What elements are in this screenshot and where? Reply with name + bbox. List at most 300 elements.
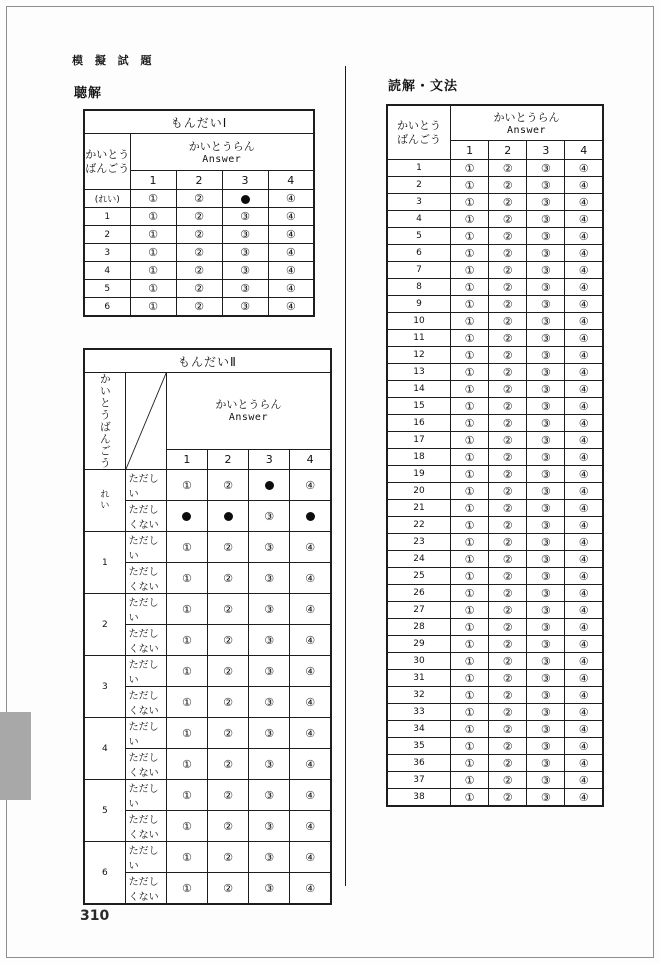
answer-bubble[interactable] xyxy=(489,602,527,619)
answer-bubble[interactable] xyxy=(249,842,290,873)
answer-bubble[interactable] xyxy=(489,670,527,687)
answer-bubble[interactable] xyxy=(489,228,527,245)
answer-bubble[interactable] xyxy=(527,466,565,483)
answer-bubble[interactable] xyxy=(451,517,489,534)
answer-bubble[interactable] xyxy=(176,208,222,226)
filled-bubble-icon xyxy=(306,512,315,521)
answer-bubble[interactable] xyxy=(527,415,565,432)
open-bubble-icon: ② xyxy=(502,773,513,787)
answer-bubble[interactable] xyxy=(207,625,248,656)
answer-bubble[interactable] xyxy=(166,563,207,594)
question-number: 1 xyxy=(84,208,130,226)
answer-bubble[interactable] xyxy=(527,500,565,517)
answer-bubble[interactable] xyxy=(527,687,565,704)
answer-bubble[interactable] xyxy=(489,177,527,194)
answer-bubble[interactable] xyxy=(207,873,248,905)
answer-bubble[interactable] xyxy=(527,602,565,619)
answer-bubble[interactable] xyxy=(249,625,290,656)
open-bubble-icon: ④ xyxy=(305,695,316,709)
answer-bubble[interactable] xyxy=(451,636,489,653)
open-bubble-icon: ② xyxy=(502,586,513,600)
answer-bubble[interactable] xyxy=(527,517,565,534)
answer-bubble[interactable] xyxy=(451,228,489,245)
answer-bubble[interactable] xyxy=(489,398,527,415)
option-header-3: 3 xyxy=(527,141,565,160)
open-bubble-icon: ① xyxy=(464,212,475,226)
answer-bubble[interactable] xyxy=(130,244,176,262)
answer-bubble[interactable] xyxy=(565,585,603,602)
answer-bubble[interactable] xyxy=(489,160,527,177)
answer-bubble[interactable] xyxy=(527,551,565,568)
answer-bubble[interactable] xyxy=(130,280,176,298)
answer-bubble[interactable] xyxy=(527,330,565,347)
answer-bubble[interactable] xyxy=(527,262,565,279)
answer-bubble[interactable] xyxy=(249,470,290,501)
answer-bubble[interactable] xyxy=(451,381,489,398)
answer-bubble[interactable] xyxy=(489,653,527,670)
answer-bubble[interactable] xyxy=(451,721,489,738)
answer-bubble[interactable] xyxy=(222,208,268,226)
answer-bubble[interactable] xyxy=(451,330,489,347)
answer-bubble[interactable] xyxy=(176,298,222,317)
question-number: 20 xyxy=(387,483,451,500)
answer-row xyxy=(387,245,603,262)
answer-bubble[interactable] xyxy=(249,656,290,687)
answer-bubble[interactable] xyxy=(565,772,603,789)
answer-bubble[interactable] xyxy=(451,483,489,500)
answer-bubble[interactable] xyxy=(565,364,603,381)
answer-bubble[interactable] xyxy=(451,415,489,432)
answer-bubble[interactable] xyxy=(290,749,331,780)
answer-bubble[interactable] xyxy=(527,738,565,755)
open-bubble-icon: ③ xyxy=(540,688,551,702)
answer-bubble[interactable] xyxy=(130,262,176,280)
open-bubble-icon: ② xyxy=(223,602,233,616)
answer-bubble[interactable] xyxy=(451,177,489,194)
answer-bubble[interactable] xyxy=(527,313,565,330)
answer-bubble[interactable] xyxy=(527,398,565,415)
answer-row xyxy=(387,415,603,432)
answer-bubble[interactable] xyxy=(565,738,603,755)
open-bubble-icon: ④ xyxy=(285,246,296,259)
answer-bubble[interactable] xyxy=(451,653,489,670)
open-bubble-icon: ③ xyxy=(540,654,551,668)
question-number: 33 xyxy=(387,704,451,721)
answer-bubble[interactable] xyxy=(166,687,207,718)
answer-bubble[interactable] xyxy=(527,670,565,687)
answer-bubble[interactable] xyxy=(451,296,489,313)
open-bubble-icon: ① xyxy=(464,739,475,753)
answer-bubble[interactable] xyxy=(489,483,527,500)
answer-bubble[interactable] xyxy=(565,160,603,177)
answer-bubble[interactable] xyxy=(207,656,248,687)
running-head: 模 擬 試 題 xyxy=(72,54,156,67)
answer-bubble[interactable] xyxy=(489,687,527,704)
answer-bubble[interactable] xyxy=(527,755,565,772)
answer-bubble[interactable] xyxy=(527,789,565,807)
answer-bubble[interactable] xyxy=(565,721,603,738)
answer-bubble[interactable] xyxy=(222,262,268,280)
answer-bubble[interactable] xyxy=(565,602,603,619)
answer-row xyxy=(387,551,603,568)
answer-bubble[interactable] xyxy=(489,381,527,398)
answer-bubble[interactable] xyxy=(207,501,248,532)
answer-bubble[interactable] xyxy=(249,749,290,780)
answer-type-label: ただしくない xyxy=(125,563,166,594)
open-bubble-icon: ④ xyxy=(305,757,316,771)
answer-bubble[interactable] xyxy=(451,262,489,279)
open-bubble-icon: ④ xyxy=(578,467,589,481)
answer-bubble[interactable] xyxy=(489,279,527,296)
answer-bubble[interactable] xyxy=(290,873,331,905)
answer-bubble[interactable] xyxy=(527,194,565,211)
answer-bubble[interactable] xyxy=(489,245,527,262)
answer-bubble[interactable] xyxy=(565,466,603,483)
open-bubble-icon: ① xyxy=(464,348,475,362)
answer-bubble[interactable] xyxy=(290,501,331,532)
answer-bubble[interactable] xyxy=(268,226,314,244)
answer-bubble[interactable] xyxy=(527,449,565,466)
open-bubble-icon: ② xyxy=(502,552,513,566)
answer-bubble[interactable] xyxy=(565,653,603,670)
answer-bubble[interactable] xyxy=(249,532,290,563)
answer-bubble[interactable] xyxy=(527,160,565,177)
answer-bubble[interactable] xyxy=(207,780,248,811)
answer-bubble[interactable] xyxy=(527,381,565,398)
answer-bubble[interactable] xyxy=(268,298,314,317)
answer-bubble[interactable] xyxy=(565,670,603,687)
answer-bubble[interactable] xyxy=(166,842,207,873)
answer-bubble[interactable] xyxy=(565,245,603,262)
answer-bubble[interactable] xyxy=(451,704,489,721)
answer-bubble[interactable] xyxy=(565,704,603,721)
answer-bubble[interactable] xyxy=(565,279,603,296)
answer-bubble[interactable] xyxy=(489,500,527,517)
answer-bubble[interactable] xyxy=(249,873,290,905)
answer-bubble[interactable] xyxy=(565,568,603,585)
answer-bubble[interactable] xyxy=(451,568,489,585)
answer-bubble[interactable] xyxy=(527,211,565,228)
answer-bubble[interactable] xyxy=(176,226,222,244)
answer-bubble[interactable] xyxy=(207,842,248,873)
answer-bubble[interactable] xyxy=(565,398,603,415)
answer-bubble[interactable] xyxy=(268,244,314,262)
answer-bubble[interactable] xyxy=(527,568,565,585)
answer-bubble[interactable] xyxy=(489,517,527,534)
answer-bubble[interactable] xyxy=(527,534,565,551)
answer-bubble[interactable] xyxy=(207,532,248,563)
answer-bubble[interactable] xyxy=(268,262,314,280)
answer-bubble[interactable] xyxy=(249,563,290,594)
answer-bubble[interactable] xyxy=(268,190,314,208)
open-bubble-icon: ② xyxy=(223,850,233,864)
answer-bubble[interactable] xyxy=(489,772,527,789)
answer-bubble[interactable] xyxy=(290,594,331,625)
answer-bubble[interactable] xyxy=(451,534,489,551)
answer-bubble[interactable] xyxy=(130,226,176,244)
answer-bubble[interactable] xyxy=(249,501,290,532)
answer-bubble[interactable] xyxy=(527,483,565,500)
answer-bubble[interactable] xyxy=(489,636,527,653)
answer-bubble[interactable] xyxy=(207,718,248,749)
answer-bubble[interactable] xyxy=(166,780,207,811)
answer-bubble[interactable] xyxy=(565,449,603,466)
answer-bubble[interactable] xyxy=(207,470,248,501)
answer-bubble[interactable] xyxy=(527,228,565,245)
answer-label-en: Answer xyxy=(506,124,547,136)
answer-bubble[interactable] xyxy=(451,602,489,619)
answer-bubble[interactable] xyxy=(565,228,603,245)
answer-bubble[interactable] xyxy=(565,534,603,551)
open-bubble-icon: ② xyxy=(502,535,513,549)
answer-bubble[interactable] xyxy=(527,772,565,789)
answer-bubble[interactable] xyxy=(290,470,331,501)
answer-bubble[interactable] xyxy=(451,466,489,483)
open-bubble-icon: ③ xyxy=(540,161,551,175)
answer-bubble[interactable] xyxy=(489,568,527,585)
answer-bubble[interactable] xyxy=(489,432,527,449)
answer-bubble[interactable] xyxy=(451,398,489,415)
answer-bubble[interactable] xyxy=(176,280,222,298)
answer-bubble[interactable] xyxy=(451,313,489,330)
answer-bubble[interactable] xyxy=(290,532,331,563)
answer-bubble[interactable] xyxy=(489,330,527,347)
answer-column-header xyxy=(451,105,604,141)
answer-bubble[interactable] xyxy=(451,687,489,704)
answer-row xyxy=(387,738,603,755)
answer-bubble[interactable] xyxy=(290,625,331,656)
answer-bubble[interactable] xyxy=(176,190,222,208)
answer-bubble[interactable] xyxy=(451,160,489,177)
answer-bubble[interactable] xyxy=(565,789,603,807)
answer-bubble[interactable] xyxy=(249,687,290,718)
open-bubble-icon: ① xyxy=(464,688,475,702)
answer-bubble[interactable] xyxy=(222,190,268,208)
answer-bubble[interactable] xyxy=(290,563,331,594)
answer-bubble[interactable] xyxy=(565,500,603,517)
answer-bubble[interactable] xyxy=(565,262,603,279)
open-bubble-icon: ① xyxy=(148,210,158,223)
open-bubble-icon: ① xyxy=(464,637,475,651)
open-bubble-icon: ② xyxy=(502,195,513,209)
open-bubble-icon: ③ xyxy=(540,756,551,770)
open-bubble-icon: ② xyxy=(223,664,233,678)
answer-bubble[interactable] xyxy=(565,211,603,228)
answer-bubble[interactable] xyxy=(451,585,489,602)
answer-bubble[interactable] xyxy=(249,780,290,811)
answer-bubble[interactable] xyxy=(451,194,489,211)
open-bubble-icon: ④ xyxy=(578,382,589,396)
answer-bubble[interactable] xyxy=(565,296,603,313)
answer-bubble[interactable] xyxy=(527,432,565,449)
answer-bubble[interactable] xyxy=(527,279,565,296)
answer-bubble[interactable] xyxy=(451,755,489,772)
answer-bubble[interactable] xyxy=(527,347,565,364)
answer-bubble[interactable] xyxy=(527,636,565,653)
open-bubble-icon: ① xyxy=(464,297,475,311)
answer-bubble[interactable] xyxy=(489,415,527,432)
answer-bubble[interactable] xyxy=(565,483,603,500)
answer-bubble[interactable] xyxy=(451,551,489,568)
answer-bubble[interactable] xyxy=(489,738,527,755)
question-number: 24 xyxy=(387,551,451,568)
open-bubble-icon: ② xyxy=(223,571,233,585)
answer-bubble[interactable] xyxy=(489,551,527,568)
open-bubble-icon: ② xyxy=(502,433,513,447)
answer-bubble[interactable] xyxy=(489,194,527,211)
answer-bubble[interactable] xyxy=(451,347,489,364)
open-bubble-icon: ① xyxy=(464,467,475,481)
answer-bubble[interactable] xyxy=(527,704,565,721)
answer-bubble[interactable] xyxy=(166,594,207,625)
answer-bubble[interactable] xyxy=(527,177,565,194)
answer-bubble[interactable] xyxy=(489,262,527,279)
answer-bubble[interactable] xyxy=(489,211,527,228)
answer-bubble[interactable] xyxy=(290,656,331,687)
answer-bubble[interactable] xyxy=(451,245,489,262)
answer-bubble[interactable] xyxy=(527,721,565,738)
answer-bubble[interactable] xyxy=(290,687,331,718)
answer-bubble[interactable] xyxy=(166,532,207,563)
answer-bubble[interactable] xyxy=(130,190,176,208)
answer-bubble[interactable] xyxy=(207,749,248,780)
answer-bubble[interactable] xyxy=(451,772,489,789)
answer-bubble[interactable] xyxy=(249,811,290,842)
open-bubble-icon: ① xyxy=(464,518,475,532)
answer-bubble[interactable] xyxy=(166,811,207,842)
open-bubble-icon: ④ xyxy=(305,788,316,802)
answer-bubble[interactable] xyxy=(207,687,248,718)
answer-bubble[interactable] xyxy=(489,619,527,636)
answer-bubble[interactable] xyxy=(207,563,248,594)
answer-bubble[interactable] xyxy=(166,873,207,905)
answer-bubble[interactable] xyxy=(166,749,207,780)
answer-bubble[interactable] xyxy=(290,718,331,749)
answer-bubble[interactable] xyxy=(489,755,527,772)
answer-bubble[interactable] xyxy=(290,780,331,811)
answer-bubble[interactable] xyxy=(527,364,565,381)
answer-bubble[interactable] xyxy=(166,470,207,501)
question-number: 23 xyxy=(387,534,451,551)
answer-bubble[interactable] xyxy=(451,789,489,807)
open-bubble-icon: ② xyxy=(502,790,513,804)
answer-bubble[interactable] xyxy=(489,789,527,807)
answer-bubble[interactable] xyxy=(166,501,207,532)
answer-bubble[interactable] xyxy=(130,298,176,317)
answer-bubble[interactable] xyxy=(451,364,489,381)
answer-bubble[interactable] xyxy=(565,432,603,449)
answer-bubble[interactable] xyxy=(207,594,248,625)
answer-bubble[interactable] xyxy=(268,280,314,298)
open-bubble-icon: ② xyxy=(502,722,513,736)
answer-bubble[interactable] xyxy=(527,585,565,602)
answer-row xyxy=(387,755,603,772)
answer-bubble[interactable] xyxy=(176,262,222,280)
answer-bubble[interactable] xyxy=(565,636,603,653)
answer-bubble[interactable] xyxy=(451,279,489,296)
question-number: 16 xyxy=(387,415,451,432)
question-number-header-vertical xyxy=(84,373,125,470)
answer-bubble[interactable] xyxy=(527,619,565,636)
answer-bubble[interactable] xyxy=(489,585,527,602)
answer-bubble[interactable] xyxy=(565,517,603,534)
answer-bubble[interactable] xyxy=(489,296,527,313)
open-bubble-icon: ④ xyxy=(578,620,589,634)
answer-bubble[interactable] xyxy=(222,244,268,262)
answer-bubble[interactable] xyxy=(268,208,314,226)
open-bubble-icon: ③ xyxy=(540,314,551,328)
answer-bubble[interactable] xyxy=(565,347,603,364)
answer-bubble[interactable] xyxy=(451,449,489,466)
answer-bubble[interactable] xyxy=(565,619,603,636)
answer-bubble[interactable] xyxy=(249,594,290,625)
answer-bubble[interactable] xyxy=(527,653,565,670)
answer-bubble[interactable] xyxy=(489,449,527,466)
answer-bubble[interactable] xyxy=(489,704,527,721)
answer-bubble[interactable] xyxy=(451,500,489,517)
answer-bubble[interactable] xyxy=(489,313,527,330)
answer-bubble[interactable] xyxy=(451,670,489,687)
open-bubble-icon: ③ xyxy=(540,365,551,379)
answer-bubble[interactable] xyxy=(166,625,207,656)
answer-bubble[interactable] xyxy=(176,244,222,262)
answer-bubble[interactable] xyxy=(451,738,489,755)
answer-bubble[interactable] xyxy=(565,551,603,568)
open-bubble-icon: ④ xyxy=(305,850,316,864)
answer-bubble[interactable] xyxy=(489,721,527,738)
open-bubble-icon: ③ xyxy=(540,246,551,260)
answer-bubble[interactable] xyxy=(249,718,290,749)
open-bubble-icon: ② xyxy=(194,192,204,205)
answer-bubble[interactable] xyxy=(489,347,527,364)
answer-bubble[interactable] xyxy=(222,226,268,244)
answer-bubble[interactable] xyxy=(290,842,331,873)
answer-bubble[interactable] xyxy=(565,194,603,211)
answer-bubble[interactable] xyxy=(565,755,603,772)
answer-bubble[interactable] xyxy=(207,811,248,842)
answer-bubble[interactable] xyxy=(565,687,603,704)
answer-bubble[interactable] xyxy=(565,313,603,330)
open-bubble-icon: ① xyxy=(148,282,158,295)
answer-bubble[interactable] xyxy=(222,280,268,298)
answer-row xyxy=(387,653,603,670)
answer-column-header xyxy=(166,373,331,450)
answer-bubble[interactable] xyxy=(489,364,527,381)
answer-bubble[interactable] xyxy=(565,381,603,398)
answer-bubble[interactable] xyxy=(489,466,527,483)
answer-bubble[interactable] xyxy=(451,211,489,228)
answer-bubble[interactable] xyxy=(166,656,207,687)
answer-bubble[interactable] xyxy=(565,330,603,347)
open-bubble-icon: ③ xyxy=(540,501,551,515)
answer-bubble[interactable] xyxy=(565,177,603,194)
answer-bubble[interactable] xyxy=(166,718,207,749)
answer-bubble[interactable] xyxy=(451,619,489,636)
answer-bubble[interactable] xyxy=(130,208,176,226)
answer-bubble[interactable] xyxy=(527,296,565,313)
answer-bubble[interactable] xyxy=(489,534,527,551)
open-bubble-icon: ① xyxy=(464,314,475,328)
open-bubble-icon: ④ xyxy=(578,603,589,617)
open-bubble-icon: ② xyxy=(502,739,513,753)
answer-bubble[interactable] xyxy=(222,298,268,317)
answer-bubble[interactable] xyxy=(290,811,331,842)
answer-bubble[interactable] xyxy=(565,415,603,432)
open-bubble-icon: ④ xyxy=(578,365,589,379)
open-bubble-icon: ③ xyxy=(540,552,551,566)
answer-bubble[interactable] xyxy=(527,245,565,262)
answer-bubble[interactable] xyxy=(451,432,489,449)
